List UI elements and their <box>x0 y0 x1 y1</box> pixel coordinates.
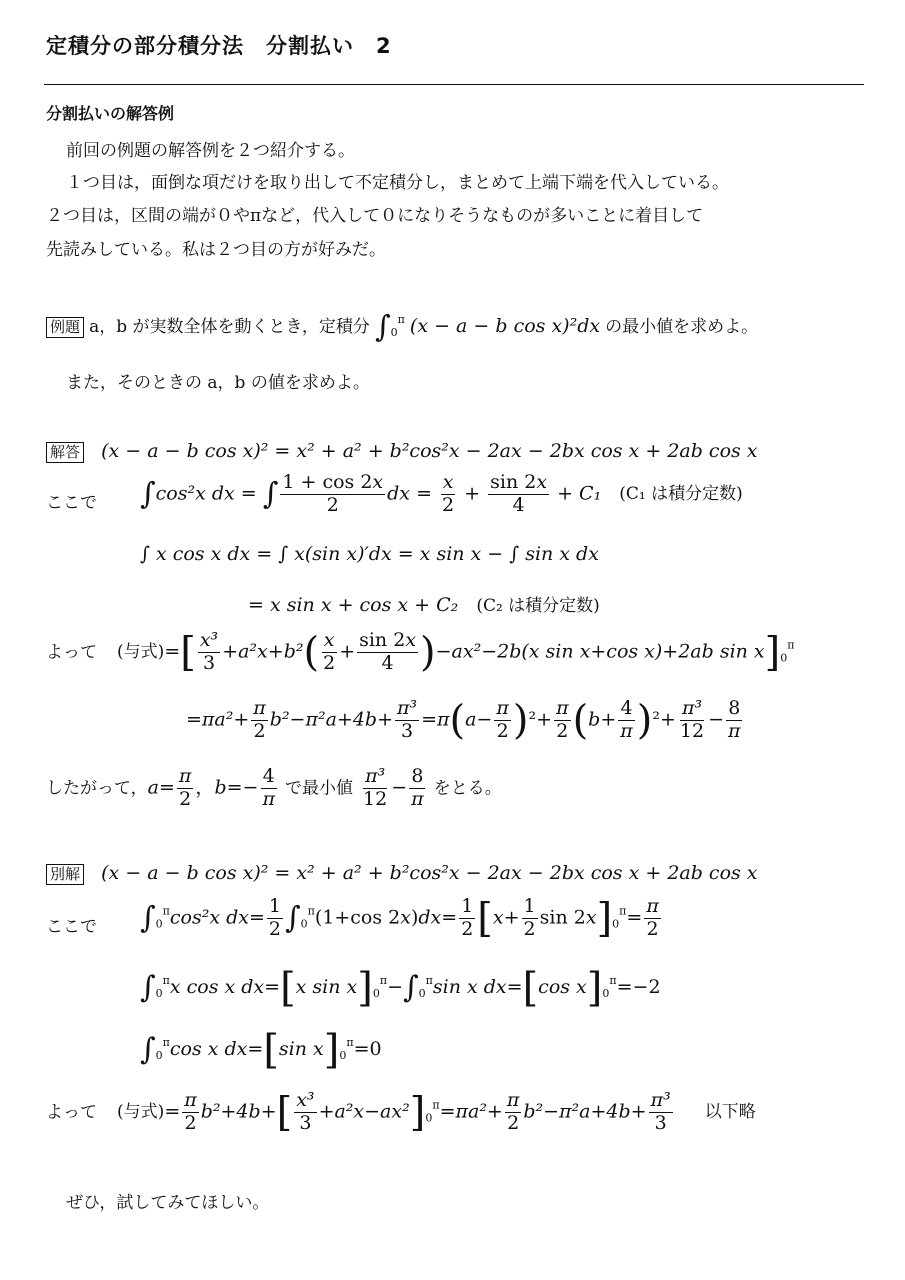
intro-line-1: 前回の例題の解答例を２つ紹介する。 <box>66 141 355 161</box>
alt-yotte: よって <box>46 1102 97 1123</box>
alt-integral-1: $\int_0^\pi\cos^2x$ dx= $\frac{1}{2}$ $\int_0^\pi(1+\cos$ 2x)dx= $\frac{1}{2}$ [x+ $\frac{1}{2}$ $\sin 2x]_0^\pi=$ $\frac{\pi}{2}$ <box>140 895 659 942</box>
example-line-2: また，そのときの a，b の値を求めよ。 <box>66 373 370 393</box>
intro-line-2: １つ目は，面倒な項だけを取り出して不定積分し，まとめて上端下端を代入している。 <box>66 173 729 193</box>
solution-result-line: =πa²+ $\frac{\pi}{2}$ b²−π²a+4b+ $\frac{\text{π³}}{3}$ =π(a− $\frac{\pi}{2}$ )²+ $\frac{\pi}{2}$ (b+ $\frac{4}{\pi}$ )²+ $\frac{\text{π³}}{12}$ − $\frac{8}{\pi}$ <box>186 697 741 744</box>
alt-expansion: (x − a − b cos x)² = x² + a² + b²cos²x − 2ax − 2bx cos x + 2ab cos x <box>101 862 758 884</box>
alt-integral-2: $\int_0^\pi x$ cos x dx=[x $\sin x]_0^\pi-\int_0^\pi\sin$ x dx=[cos $x]_0^\pi=-2$ <box>140 965 661 1011</box>
page-title: 定積分の部分積分法 分割払い 2 <box>46 34 392 58</box>
alt-yoshiki: (与式) <box>117 1102 165 1123</box>
title-rule <box>44 84 864 85</box>
solution-expansion: (x − a − b cos x)² = x² + a² + b²cos²x − 2ax − 2bx cos x + 2ab cos x <box>101 440 758 462</box>
alt-ika-ryaku: 以下略 <box>704 1102 756 1123</box>
solution-integral-2: ∫ x cos x dx = ∫ x(sin x)′dx = x sin x − ∫ sin x dx <box>140 543 599 565</box>
alt-integral-3: $\int_0^\pi\cos$ x dx=[sin $x]_0^\pi=0$ <box>140 1027 382 1073</box>
alt-label: 別解 <box>46 864 84 885</box>
solution-integral-2b <box>248 591 600 616</box>
solution-conclusion: したがって，a= $\frac{\pi}{2}$ ，b=− $\frac{4}{\pi}$ で最小値 $\frac{\text{π³}}{12}$ − $\frac{8}{\pi}$ をとる。 <box>46 765 502 810</box>
solution-int2b: = x sin x + cos x + C₂ <box>248 594 459 616</box>
solution-integral-1: ∫cos²x dx = ∫ $\frac{1 + \cos 2x}{2}$ dx = $\frac{x}{2}$ + $\frac{\sin 2x}{4}$ + C₁ (C₁ は積分定数) <box>140 471 743 516</box>
section-heading: 分割払いの解答例 <box>46 104 175 123</box>
solution-int2b-note: (C₂ は積分定数) <box>476 596 600 616</box>
solution-int1-note: (C₁ は積分定数) <box>619 484 743 505</box>
intro-line-4: 先読みしている。私は２つ目の方が好みだ。 <box>46 240 386 260</box>
conclusion-pre: したがって， <box>46 778 148 799</box>
example-text-post: の最小値を求めよ。 <box>605 317 759 337</box>
example-text-pre: a，b が実数全体を動くとき，定積分 <box>89 317 370 337</box>
solution-yotte-line: よって (与式)=[ $\frac{\text{x³}}{3}$ +a²x+b²( $\frac{x}{2}$ + $\frac{\sin 2x}{4}$ )−ax²−2b(x sin x+cos x)+2ab $\sin x]_0^\pi$ <box>46 629 795 676</box>
solution-koko-de: ここで <box>46 493 97 513</box>
solution-line-1 <box>46 440 758 463</box>
solution-int1-rhs: + C₁ <box>557 482 602 505</box>
solution-yotte: よって <box>46 642 97 663</box>
alt-koko-de: ここで <box>46 917 97 937</box>
closing-line: ぜひ，試してみてほしい。 <box>66 1193 270 1213</box>
intro-line-3: ２つ目は，区間の端が０やπなど，代入して０になりそうなものが多いことに着目して <box>46 206 704 226</box>
conclusion-post: をとる。 <box>433 778 502 799</box>
conclusion-mid: で最小値 <box>285 778 353 799</box>
example-line-1: 例題 a，b が実数全体を動くとき，定積分 $\int_0^\pi$ (x − a − b cos x)²dx の最小値を求めよ。 <box>46 312 758 343</box>
solution-yoshiki: (与式) <box>117 642 165 663</box>
alt-line-1 <box>46 862 758 885</box>
solution-label: 解答 <box>46 442 84 463</box>
example-label: 例題 <box>46 317 84 338</box>
alt-yotte-line: よって (与式)= $\frac{\pi}{2}$ b²+4b+[ $\frac{\text{x³}}{3}$ $+a^2x-ax^2]_0^\pi=\pi a^2+$ $\frac{\pi}{2}$ b²−π²a+4b+ $\frac{\text{π³}}{3}$ 以下略 <box>46 1089 756 1136</box>
integral-sign: ∫ <box>374 309 391 345</box>
example-integrand: (x − a − b cos x)²dx <box>409 315 601 337</box>
